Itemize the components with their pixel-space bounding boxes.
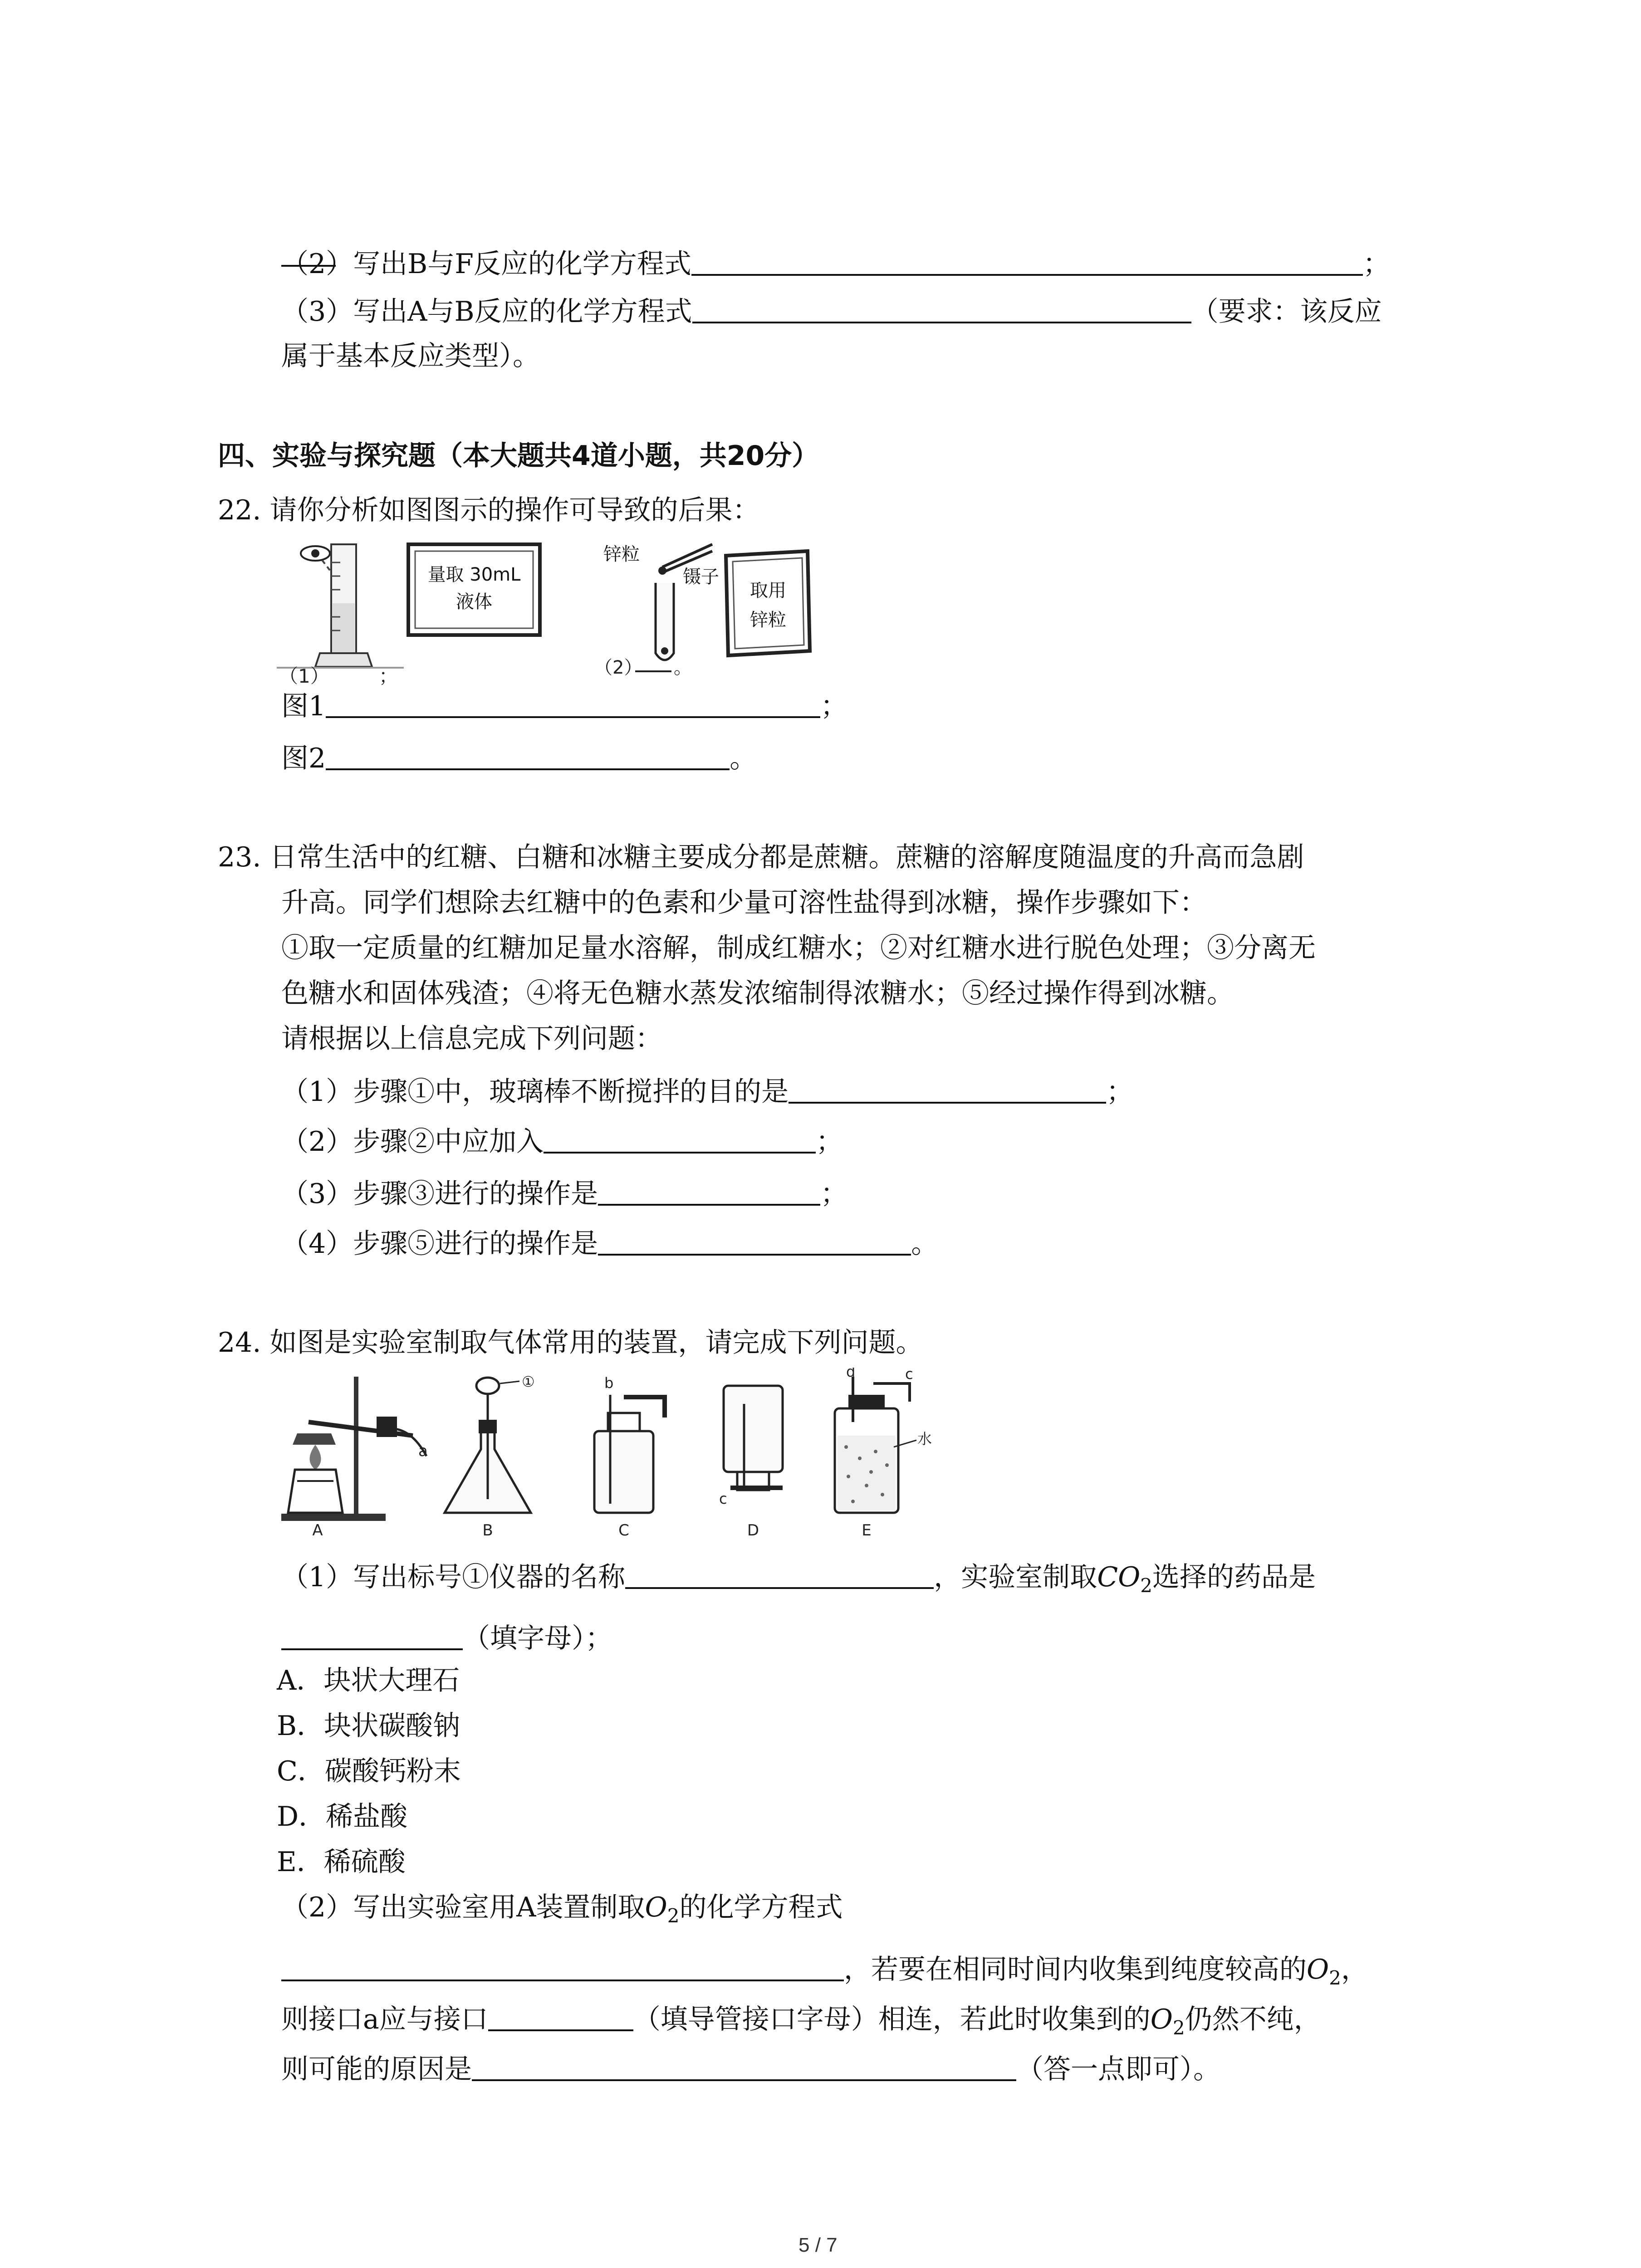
- option-c[interactable]: C．碳酸钙粉末: [277, 1755, 461, 1787]
- answer-blank[interactable]: [281, 1950, 844, 1981]
- svg-text:液体: 液体: [456, 591, 492, 612]
- gas-apparatus-diagram: [277, 1368, 957, 1540]
- answer-blank[interactable]: [691, 245, 1363, 276]
- answer-blank[interactable]: [544, 1123, 816, 1154]
- svg-text:b: b: [604, 1374, 614, 1392]
- svg-text:B: B: [482, 1521, 493, 1540]
- answer-blank[interactable]: [692, 293, 1191, 323]
- q22-figure-1: [277, 535, 821, 685]
- q24-part2-line3: 则接口a应与接口 （填导管接口字母）相连，若此时收集到的$O_2$仍然不纯，: [281, 2000, 1321, 2038]
- svg-text:水: 水: [917, 1430, 932, 1447]
- answer-blank[interactable]: [598, 1225, 911, 1256]
- section-title: 四、实验与探究题（本大题共4道小题，共20分）: [218, 440, 819, 472]
- q24-part1-line2: （填字母）；: [281, 1619, 612, 1657]
- svg-text:取用: 取用: [750, 580, 786, 601]
- q24-part1-line1: （1）写出标号①仪器的名称 ，实验室制取$CO_2$选择的药品是: [281, 1558, 1316, 1595]
- q24-stem: 24. 如图是实验室制取气体常用的装置，请完成下列问题。: [218, 1327, 923, 1359]
- q21-part2: （2）写出B与F反应的化学方程式 ；: [281, 245, 1390, 282]
- option-d[interactable]: D．稀盐酸: [277, 1801, 408, 1833]
- q23-stem-5: 请根据以上信息完成下列问题：: [281, 1023, 662, 1055]
- option-e[interactable]: E．稀硫酸: [277, 1846, 406, 1878]
- answer-blank[interactable]: [326, 687, 820, 718]
- svg-text:锌粒: 锌粒: [750, 610, 786, 631]
- svg-text:A: A: [312, 1521, 323, 1540]
- measuring-cylinder-diagram: [277, 535, 821, 685]
- fig2-label: （2）: [594, 657, 642, 678]
- answer-blank[interactable]: [488, 2000, 633, 2031]
- q22-answer-2: 图2 。: [281, 739, 757, 777]
- svg-text:量取 30mL: 量取 30mL: [427, 564, 521, 585]
- q23-part1: （1）步骤①中，玻璃棒不断搅拌的目的是 ；: [281, 1073, 1133, 1110]
- q23-part2: （2）步骤②中应加入 ；: [281, 1123, 843, 1160]
- q23-stem-2: 升高。同学们想除去红糖中的色素和少量可溶性盐得到冰糖，操作步骤如下：: [281, 887, 1207, 919]
- answer-blank[interactable]: [789, 1073, 1106, 1104]
- q21-part3: （3）写出A与B反应的化学方程式 （要求：该反应: [281, 293, 1382, 330]
- svg-text:d: d: [846, 1368, 856, 1380]
- answer-blank[interactable]: [625, 1558, 934, 1589]
- q23-part4: （4）步骤⑤进行的操作是 。: [281, 1225, 938, 1262]
- q21-part3-cont: 属于基本反应类型）。: [281, 340, 540, 372]
- q24-part2-line1: （2）写出实验室用A装置制取$O_2$的化学方程式: [281, 1892, 843, 1927]
- q23-stem-4: 色糖水和固体残渣；④将无色糖水蒸发浓缩制得浓糖水；⑤经过操作得到冰糖。: [281, 978, 1234, 1009]
- svg-text:；: ；: [379, 665, 398, 685]
- q24-part2-line2: ，若要在相同时间内收集到纯度较高的$O_2$，: [281, 1950, 1368, 1988]
- svg-text:C: C: [618, 1521, 629, 1540]
- page-number: 5 / 7: [798, 2234, 838, 2256]
- fig1-label: （1）: [279, 665, 329, 685]
- q23-stem-3: ①取一定质量的红糖加足量水溶解，制成红糖水；②对红糖水进行脱色处理；③分离无: [281, 932, 1316, 964]
- svg-text:。: 。: [674, 657, 692, 678]
- zinc-label: 锌粒: [603, 544, 640, 565]
- svg-text:D: D: [747, 1521, 759, 1540]
- q22-stem: 22. 请你分析如图图示的操作可导致的后果：: [218, 494, 760, 526]
- svg-text:c: c: [905, 1368, 913, 1383]
- q23-part3: （3）步骤③进行的操作是 ；: [281, 1175, 847, 1212]
- svg-text:c: c: [719, 1490, 727, 1507]
- answer-blank[interactable]: [598, 1175, 820, 1206]
- option-b[interactable]: B．块状碳酸钠: [277, 1710, 460, 1742]
- q24-part2-line4: 则可能的原因是 （答一点即可）。: [281, 2050, 1220, 2087]
- answer-blank[interactable]: [326, 739, 730, 770]
- q22-answer-1: 图1 ；: [281, 687, 847, 724]
- tweezers-label: 镊子: [683, 567, 719, 587]
- svg-text:E: E: [862, 1521, 872, 1540]
- option-a[interactable]: A．块状大理石: [277, 1665, 460, 1696]
- svg-text:a: a: [418, 1442, 428, 1460]
- answer-blank[interactable]: [472, 2050, 1016, 2081]
- q24-apparatus-figure: [277, 1368, 957, 1540]
- svg-text:①: ①: [522, 1373, 535, 1390]
- answer-blank[interactable]: [281, 1619, 463, 1650]
- q23-stem-1: 23. 日常生活中的红糖、白糖和冰糖主要成分都是蔗糖。蔗糖的溶解度随温度的升高而急剧: [218, 841, 1304, 873]
